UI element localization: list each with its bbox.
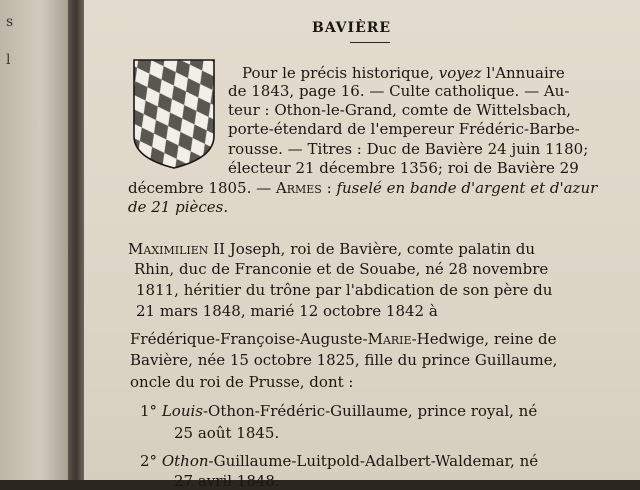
spouse-line: Bavière, née 15 octobre 1825, fille du prince Guillaume,: [130, 351, 558, 369]
entry-line: Rhin, duc de Franconie et de Souabe, né 28 novembre: [134, 260, 549, 278]
left-page-mark: s: [6, 14, 14, 30]
intro-line: Pour le précis historique, voyez l'Annuaire: [242, 64, 565, 82]
intro-line: porte-étendard de l'empereur Frédéric-Barbe-: [228, 120, 580, 138]
child-line: 25 août 1845.: [174, 424, 280, 442]
intro-line: rousse. — Titres : Duc de Bavière 24 juin 1180;: [228, 140, 589, 158]
left-page-mark: l: [6, 52, 11, 68]
page-heading: BAVIÈRE: [312, 20, 392, 36]
entry-line: 21 mars 1848, marié 12 octobre 1842 à: [136, 302, 438, 320]
intro-line: électeur 21 décembre 1356; roi de Bavière 29: [228, 159, 579, 177]
book-page: [84, 0, 640, 490]
entry-line: Maximilien II Joseph, roi de Bavière, comte palatin du: [128, 240, 536, 258]
left-page-edge: [0, 0, 74, 480]
heading-rule: [350, 42, 390, 43]
intro-line: de 1843, page 16. — Culte catholique. — Au-: [228, 82, 570, 100]
intro-line: teur : Othon-le-Grand, comte de Wittelsbach,: [228, 101, 572, 119]
entry-line: 1811, héritier du trône par l'abdication de son père du: [136, 281, 553, 299]
intro-line: décembre 1805. — Armes : fuselé en bande d'argent et d'azur: [128, 179, 598, 197]
child-line: 1° Louis-Othon-Frédéric-Guillaume, prince royal, né: [140, 402, 538, 420]
child-line: 2° Othon-Guillaume-Luitpold-Adalbert-Waldemar, né: [140, 452, 539, 470]
spouse-line: oncle du roi de Prusse, dont :: [130, 373, 354, 391]
intro-line: de 21 pièces.: [128, 198, 229, 216]
child-line: 27 avril 1848.: [174, 472, 280, 490]
spouse-line: Frédérique-Françoise-Auguste-Marie-Hedwige, reine de: [130, 330, 557, 348]
bavarian-lozenge-shield-icon: [132, 58, 216, 170]
